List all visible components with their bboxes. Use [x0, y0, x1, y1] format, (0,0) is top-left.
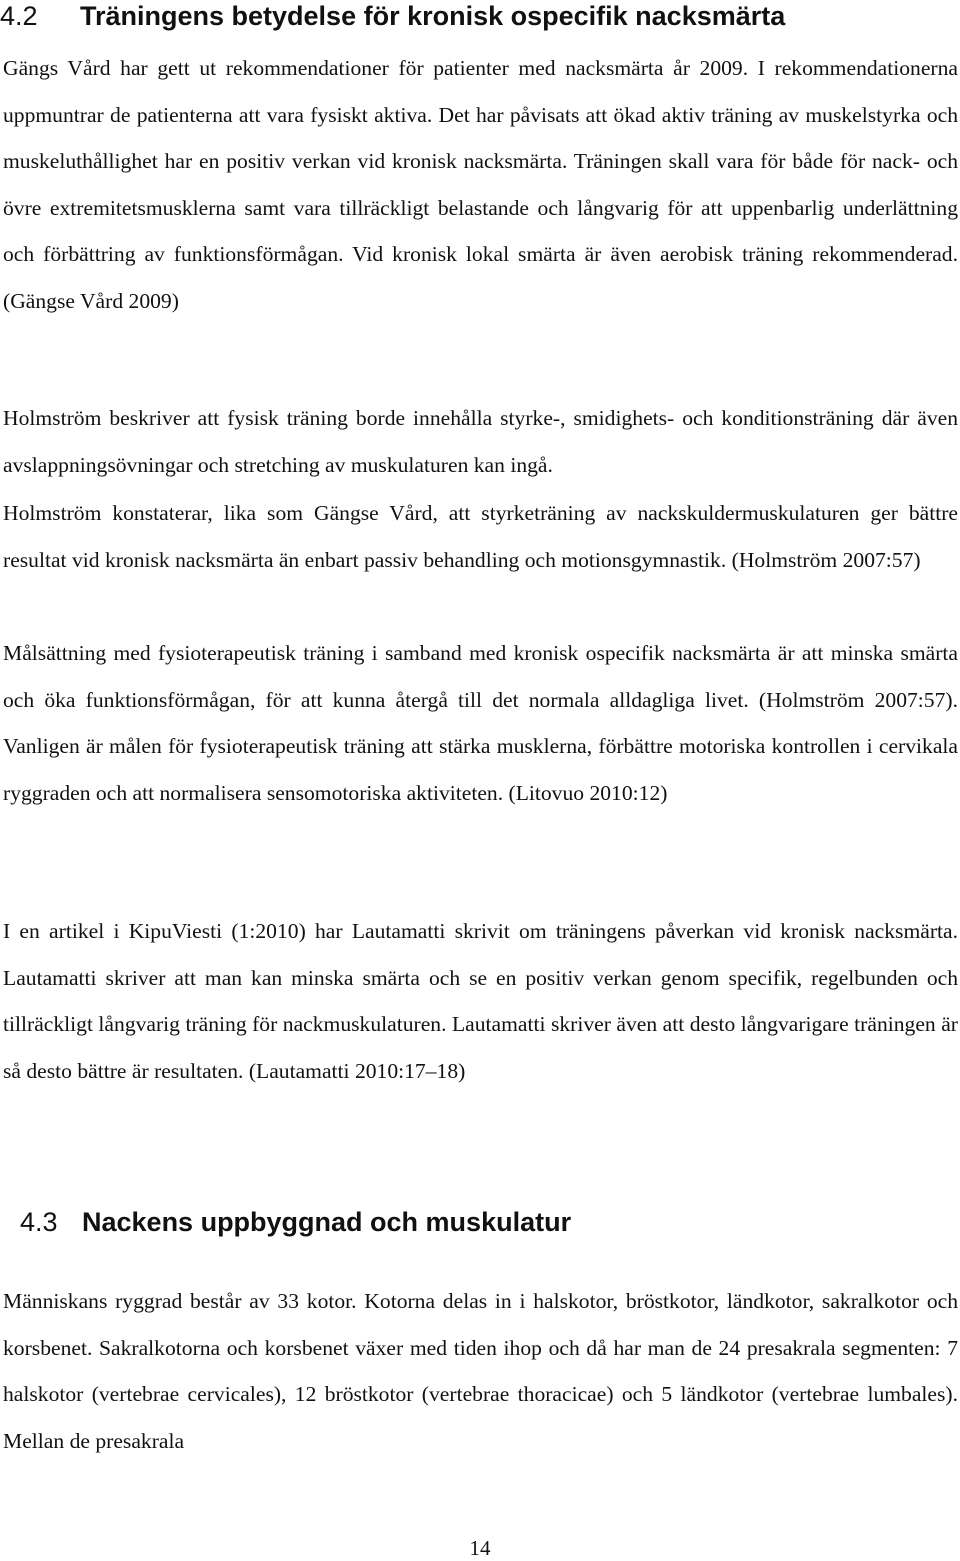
paragraph: Holmström konstaterar, lika som Gängse Vård, att styrketräning av nackskuldermuskulaturen ger bättre resultat vid kronisk nacksmärta än enbart passiv behandling och motionsgymnastik. (Holmström 2007:57) [3, 501, 958, 572]
paragraph: Gängs Vård har gett ut rekommendationer för patienter med nacksmärta år 2009. I rekommendationerna uppmuntrar de patienterna att vara fysiskt aktiva. Det har påvisats att ökad aktiv träning av muskelstyrka och muskeluthållighet har en positiv verkan vid kronisk nacksmärta. Träningen skall vara för både för nack- och övre extremitetsmusklerna samt vara tillräckligt belastande och långvarig för att uppenbarlig underlättning och förbättring av funktionsförmågan. Vid kronisk lokal smärta är även aerobisk träning rekommenderad. (Gängse Vård 2009) [3, 56, 958, 313]
paragraph: Människans ryggrad består av 33 kotor. Kotorna delas in i halskotor, bröstkotor, ländkotor, sakralkotor och korsbenet. Sakralkotorna och korsbenet växer med tiden ihop och då har man de 24 presakrala segmenten: 7 halskotor (vertebrae cervicales), 12 bröstkotor (vertebrae thoracicae) och 5 ländkotor (vertebrae lumbales). Mellan de presakrala [3, 1289, 958, 1453]
section-title: Nackens uppbyggnad och muskulatur [82, 1207, 572, 1237]
section-number: 4.3 [20, 1207, 58, 1237]
paragraph: Målsättning med fysioterapeutisk träning i samband med kronisk ospecifik nacksmärta är att minska smärta och öka funktionsförmågan, för att kunna återgå till det normala alldagliga livet. (Holmström 2007:57). Vanligen är målen för fysioterapeutisk träning att stärka musklerna, förbättre motoriska kontrollen i cervikala ryggraden och att normalisera sensomotoriska aktiviteten. (Litovuo 2010:12) [3, 641, 958, 805]
section-heading-4-2 [0, 0, 785, 32]
paragraph: Holmström beskriver att fysisk träning borde innehålla styrke-, smidighets- och konditionsträning där även avslappningsövningar och stretching av muskulaturen kan ingå. [3, 406, 958, 477]
page-number: 14 [469, 1536, 491, 1560]
paragraph: I en artikel i KipuViesti (1:2010) har Lautamatti skrivit om träningens påverkan vid kronisk nacksmärta. Lautamatti skriver att man kan minska smärta och se en positiv verkan genom specifik, regelbunden och tillräckligt långvarig träning för nackmuskulaturen. Lautamatti skriver även att desto långvarigare träningen är så desto bättre är resultaten. (Lautamatti 2010:17–18) [3, 919, 958, 1083]
section-heading-4-3 [20, 1206, 571, 1238]
section-number: 4.2 [0, 1, 38, 31]
section-title: Träningens betydelse för kronisk ospecifik nacksmärta [80, 1, 786, 31]
